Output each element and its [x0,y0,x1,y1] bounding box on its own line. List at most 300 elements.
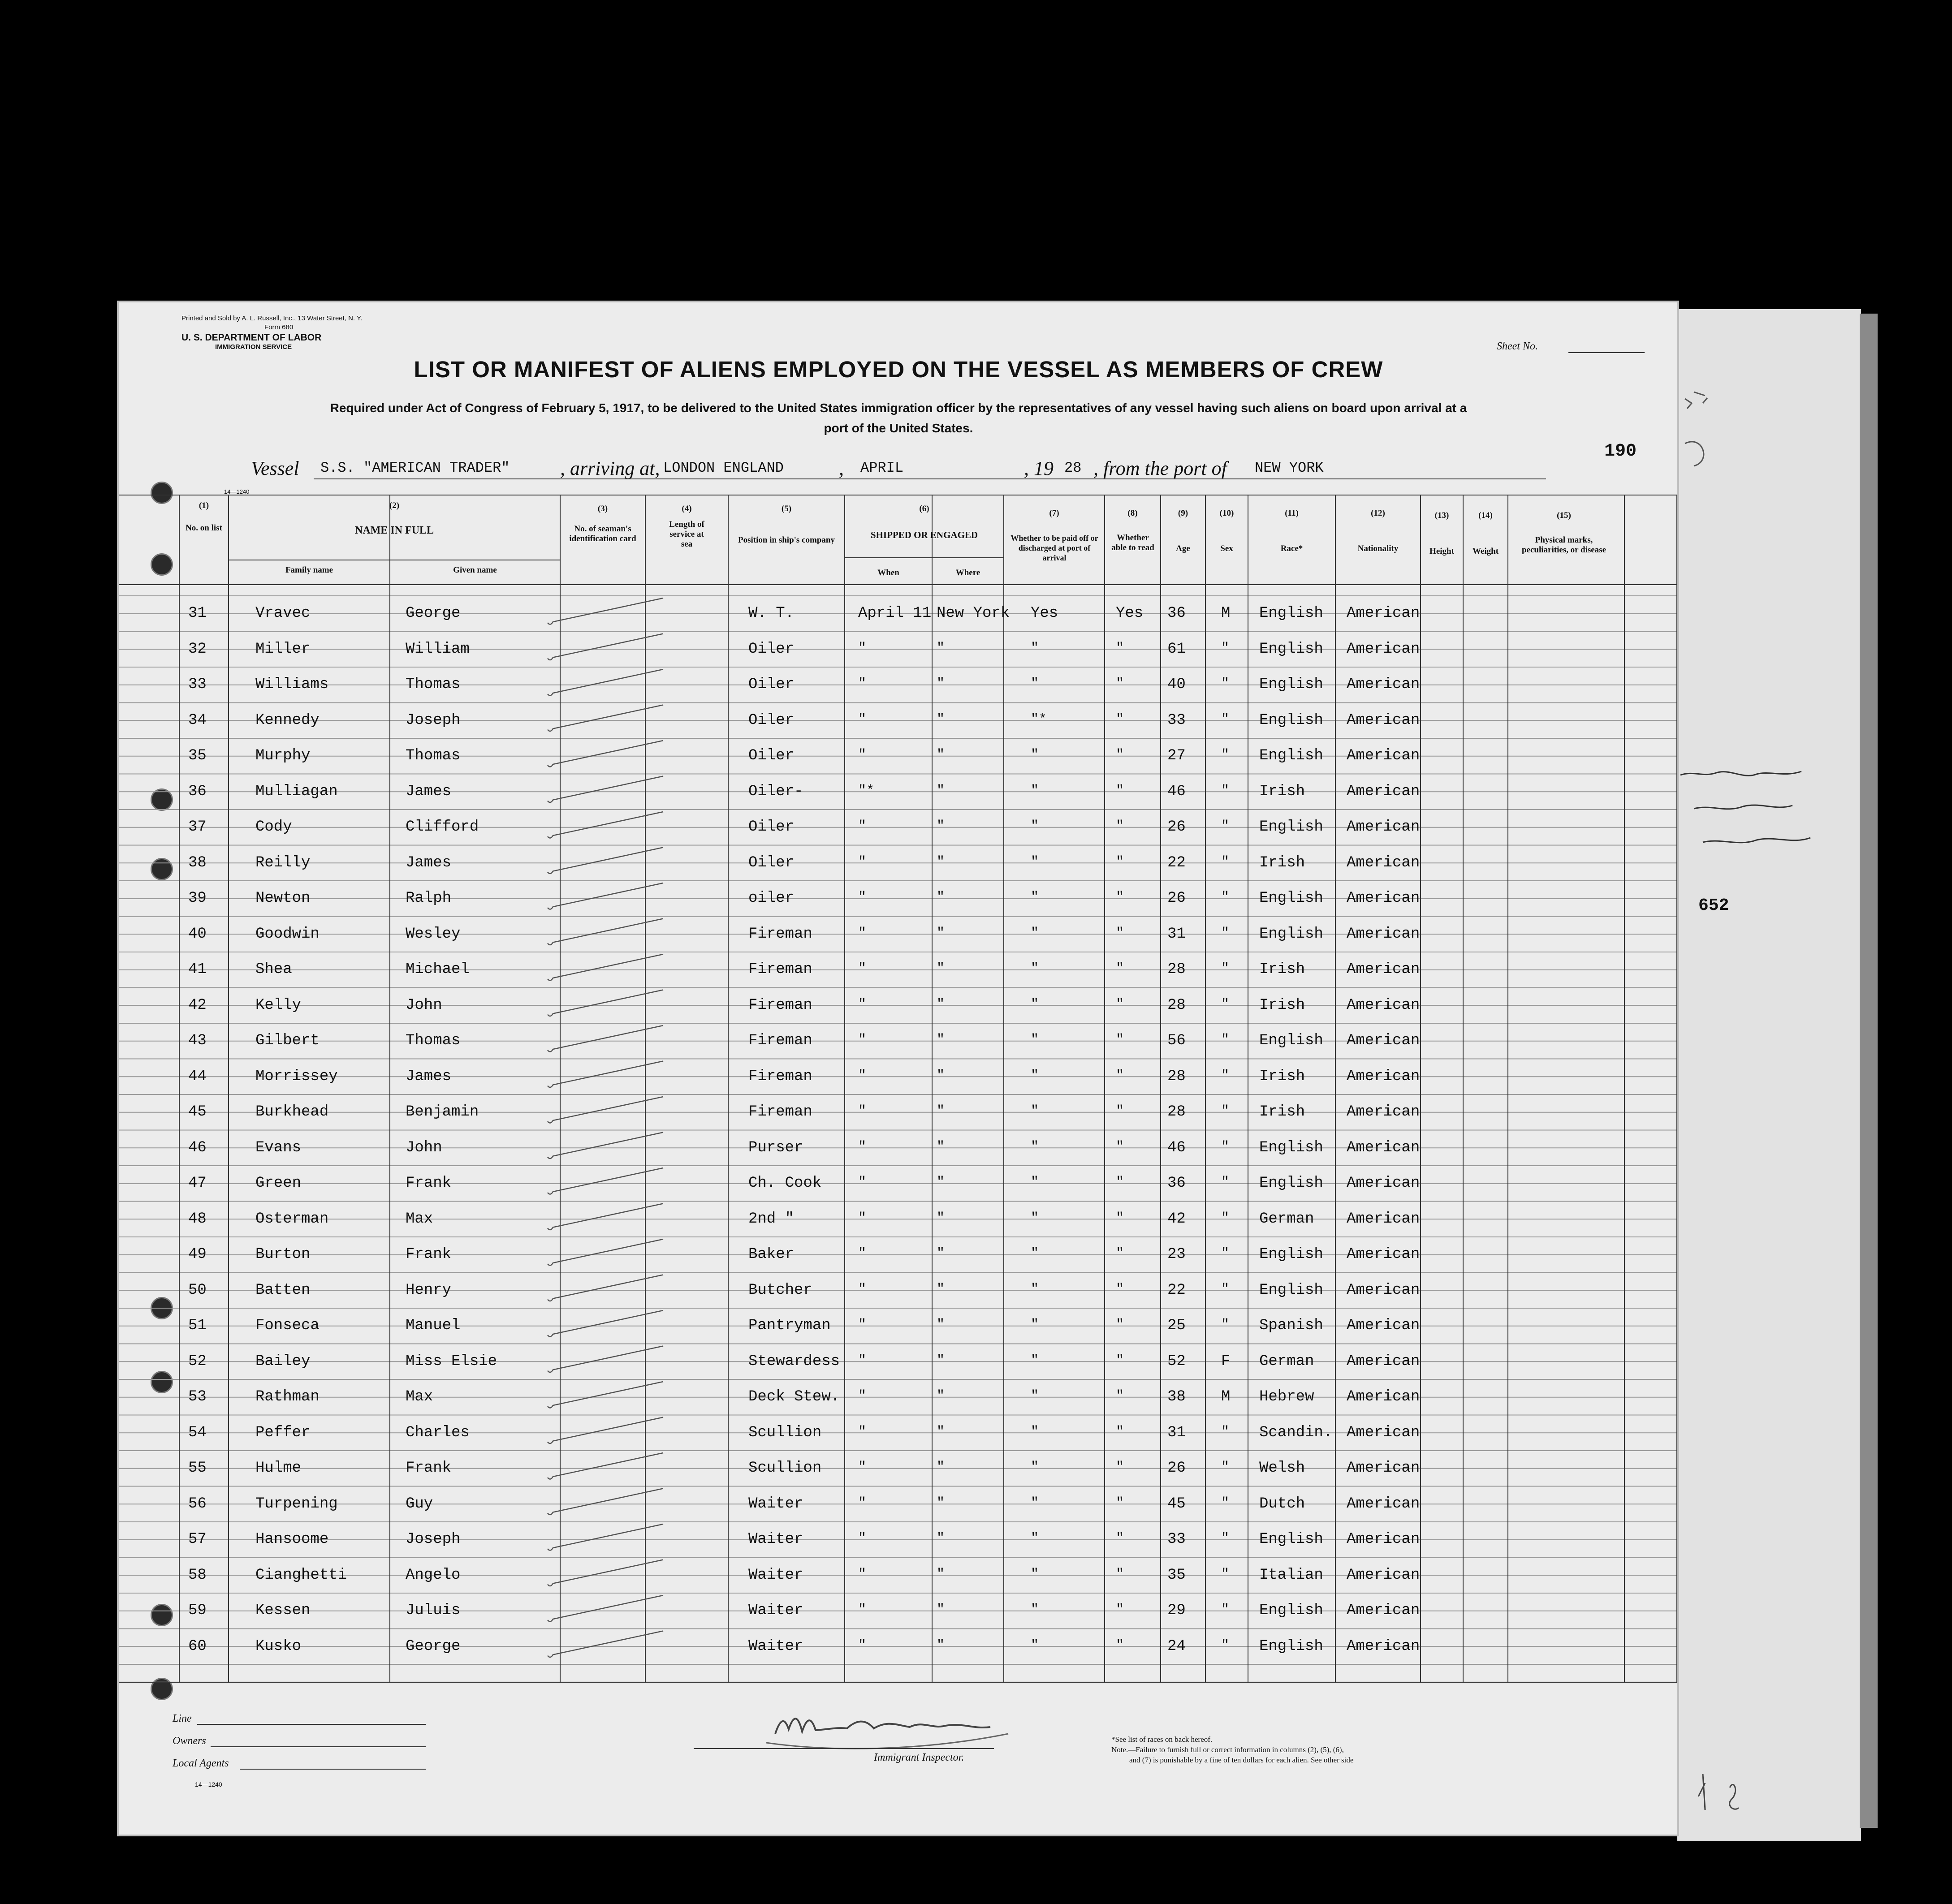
col6-number: (6) [919,504,929,513]
margin-handwriting [1676,390,1855,860]
family-name: Mulliagan [255,783,338,800]
paid-off: " [1031,996,1039,1012]
pencil-check-mark [548,919,663,945]
position: Purser [748,1139,803,1156]
position: Waiter [748,1495,803,1512]
position: Scullion [748,1460,822,1477]
sex: " [1221,925,1230,941]
form-code-bottom: 14—1240 [195,1781,222,1788]
col7-header: Whether to be paid off or discharged at port of arrival [1011,534,1098,562]
position: Oiler [748,676,795,693]
col6-header: SHIPPED OR ENGAGED [870,530,978,540]
shipped-when: " [858,1139,867,1154]
pencil-check-mark [548,1061,663,1088]
given-name: Ralph [406,890,452,907]
able-to-read: " [1116,1531,1124,1546]
age: 36 [1167,605,1186,622]
race: English [1259,747,1323,764]
nationality: American [1347,1602,1420,1619]
paid-off: " [1031,1139,1039,1154]
nationality: American [1347,890,1420,907]
pencil-check-mark [548,1097,663,1123]
paid-off: " [1031,818,1039,834]
sex: " [1221,1495,1230,1511]
col13-header: Height [1429,547,1454,556]
nationality: American [1347,1068,1420,1085]
row-number: 49 [188,1246,207,1263]
position: oiler [748,890,795,907]
nationality: American [1347,640,1420,658]
col6-where-header: Where [955,568,980,577]
row-number: 46 [188,1139,207,1156]
shipped-when: " [858,1246,867,1261]
race: German [1259,1353,1314,1370]
sex: " [1221,1317,1230,1332]
shipped-when: " [858,1637,867,1653]
pencil-check-mark [548,1595,663,1622]
nationality: American [1347,1210,1420,1228]
position: Scullion [748,1424,822,1441]
shipped-where: " [937,1495,945,1511]
paid-off: " [1031,1103,1039,1119]
paid-off: " [1031,1531,1039,1546]
nationality: American [1347,925,1420,943]
row-number: 52 [188,1353,207,1370]
paid-off: " [1031,1637,1039,1653]
family-name: Newton [255,890,311,907]
pencil-check-mark [548,1346,663,1373]
arrival-month: APRIL [860,460,904,476]
line-label: Line [173,1713,192,1724]
row-number: 60 [188,1637,207,1655]
able-to-read: " [1116,1281,1124,1297]
shipped-where: " [937,1317,945,1332]
col2-number: (2) [389,501,400,510]
pencil-check-mark [548,883,663,909]
shipped-where: " [937,1139,945,1154]
family-name: Murphy [255,747,311,764]
pencil-check-mark [548,669,663,696]
row-number: 31 [188,605,207,622]
row-number: 47 [188,1175,207,1192]
col1-header: No. on list [186,523,222,533]
row-number: 59 [188,1602,207,1619]
race: English [1259,1531,1323,1548]
family-name: Kelly [255,996,302,1014]
paid-off: " [1031,1317,1039,1332]
family-name: Burton [255,1246,311,1263]
given-name: Joseph [406,1531,461,1548]
able-to-read: " [1116,1602,1124,1617]
row-number: 45 [188,1103,207,1120]
shipped-where: " [937,1281,945,1297]
family-name: Hulme [255,1460,302,1477]
age: 28 [1167,961,1186,978]
col14-header: Weight [1472,547,1499,556]
local-agents-label: Local Agents [173,1758,229,1769]
shipped-where: " [937,961,945,976]
race: English [1259,1602,1323,1619]
sex: " [1221,783,1230,798]
shipped-when: " [858,996,867,1012]
subtitle-line-2: port of the United States. [824,421,973,435]
paid-off: " [1031,1281,1039,1297]
paid-off: " [1031,961,1039,976]
col4-header: Length of service at sea [669,520,704,549]
shipped-when: "* [858,783,875,798]
able-to-read: " [1116,1317,1124,1332]
local-agents-field [240,1769,426,1770]
pencil-check-mark [548,598,663,625]
shipped-where: " [937,1531,945,1546]
able-to-read: " [1116,1460,1124,1475]
pencil-check-mark [548,812,663,838]
margin-corner-marks [1689,1765,1757,1819]
paid-off: " [1031,1424,1039,1439]
col1-number: (1) [199,501,209,510]
col12-number: (12) [1371,508,1385,518]
sex: " [1221,1246,1230,1261]
given-name: Frank [406,1460,452,1477]
nationality: American [1347,1531,1420,1548]
col10-number: (10) [1219,508,1234,518]
position: Waiter [748,1602,803,1619]
age: 46 [1167,783,1186,800]
shipped-where: " [937,925,945,941]
shipped-when: " [858,890,867,905]
nationality: American [1347,854,1420,871]
given-name: Wesley [406,925,461,943]
departure-port: NEW YORK [1255,460,1324,476]
race: English [1259,1175,1323,1192]
shipped-where: " [937,1246,945,1261]
nationality: American [1347,1032,1420,1049]
able-to-read: " [1116,747,1124,762]
pencil-check-mark [548,1382,663,1408]
sex: M [1221,1388,1231,1405]
paid-off: " [1031,747,1039,762]
position: Fireman [748,925,812,943]
shipped-when: " [858,640,867,656]
age: 28 [1167,996,1186,1014]
shipped-when: " [858,1103,867,1119]
given-name: William [406,640,470,658]
sex: " [1221,854,1230,870]
shipped-when: " [858,1281,867,1297]
age: 27 [1167,747,1186,764]
row-number: 44 [188,1068,207,1085]
family-name: Turpening [255,1495,338,1512]
able-to-read: " [1116,711,1124,727]
family-name: Morrissey [255,1068,338,1085]
shipped-when: " [858,1460,867,1475]
age: 31 [1167,925,1186,943]
shipped-where: " [937,1210,945,1226]
col11-header: Race* [1280,544,1303,553]
position: Fireman [748,1032,812,1049]
nationality: American [1347,783,1420,800]
given-name: Benjamin [406,1103,479,1120]
given-name: Thomas [406,1032,461,1049]
shipped-when: " [858,925,867,941]
shipped-where: New York [937,605,1010,622]
position: Oiler [748,640,795,658]
from-port-label: , from the port of [1093,457,1227,479]
col2-given-header: Given name [453,565,497,575]
family-name: Kusko [255,1637,302,1655]
paid-off: " [1031,1602,1039,1617]
given-name: Manuel [406,1317,461,1334]
shipped-when: " [858,1602,867,1617]
able-to-read: " [1116,676,1124,691]
sex: " [1221,818,1230,834]
row-number: 41 [188,961,207,978]
age: 22 [1167,854,1186,871]
sex: " [1221,1566,1230,1582]
comma-separator: , [839,457,844,479]
age: 24 [1167,1637,1186,1655]
position: Deck Stew. [748,1388,840,1405]
nationality: American [1347,1175,1420,1192]
paid-off: " [1031,1210,1039,1226]
col5-number: (5) [781,504,792,513]
race: Hebrew [1259,1388,1314,1405]
shipped-when: " [858,711,867,727]
shipped-where: " [937,1460,945,1475]
col7-number: (7) [1049,508,1059,518]
race: English [1259,925,1323,943]
department-label: U. S. DEPARTMENT OF LABOR [181,332,322,343]
shipped-where: " [937,1175,945,1190]
nationality: American [1347,1566,1420,1584]
family-name: Gilbert [255,1032,320,1049]
age: 40 [1167,676,1186,693]
given-name: Juluis [406,1602,461,1619]
paid-off: " [1031,1068,1039,1083]
nationality: American [1347,1246,1420,1263]
given-name: John [406,1139,442,1156]
row-number: 57 [188,1531,207,1548]
nationality: American [1347,747,1420,764]
arrival-port: LONDON ENGLAND [663,460,784,476]
pencil-check-mark [548,990,663,1017]
pencil-check-mark [548,848,663,874]
row-number: 48 [188,1210,207,1228]
pencil-check-mark [548,1489,663,1515]
given-name: Henry [406,1281,452,1299]
shipped-where: " [937,1602,945,1617]
shipped-when: " [858,854,867,870]
sex: " [1221,676,1230,691]
nationality: American [1347,1388,1420,1405]
given-name: Michael [406,961,470,978]
nationality: American [1347,996,1420,1014]
given-name: Frank [406,1246,452,1263]
race: Italian [1259,1566,1323,1584]
sex: " [1221,1424,1230,1439]
given-name: James [406,854,452,871]
shipped-when: April 11 [858,605,932,622]
nationality: American [1347,1424,1420,1441]
position: Fireman [748,1103,812,1120]
pencil-check-mark [548,1275,663,1301]
position: Waiter [748,1637,803,1655]
shipped-where: " [937,640,945,656]
sex: " [1221,1460,1230,1475]
race: Irish [1259,1103,1305,1120]
row-number: 40 [188,925,207,943]
age: 33 [1167,1531,1186,1548]
pencil-check-mark [548,1133,663,1159]
shipped-where: " [937,676,945,691]
family-name: Reilly [255,854,311,871]
shipped-when: " [858,1175,867,1190]
given-name: Thomas [406,676,461,693]
shipped-where: " [937,1068,945,1083]
shipped-when: " [858,1531,867,1546]
col8-header: Whether able to read [1111,533,1154,552]
race: English [1259,1032,1323,1049]
family-name: Hansoome [255,1531,329,1548]
race: English [1259,1246,1323,1263]
position: Ch. Cook [748,1175,822,1192]
able-to-read: " [1116,1032,1124,1047]
age: 33 [1167,711,1186,729]
nationality: American [1347,1460,1420,1477]
position: W. T. [748,605,795,622]
col11-number: (11) [1285,508,1299,518]
position: Pantryman [748,1317,831,1334]
nationality: American [1347,1139,1420,1156]
age: 45 [1167,1495,1186,1512]
sex: " [1221,1602,1230,1617]
race: English [1259,676,1323,693]
pencil-check-mark [548,1168,663,1194]
race: Irish [1259,1068,1305,1085]
sex: M [1221,605,1231,622]
shipped-when: " [858,1424,867,1439]
service-label: IMMIGRATION SERVICE [215,343,292,351]
paid-off: " [1031,676,1039,691]
family-name: Kessen [255,1602,311,1619]
able-to-read: " [1116,854,1124,870]
given-name: Angelo [406,1566,461,1584]
able-to-read: " [1116,890,1124,905]
row-number: 34 [188,711,207,729]
sex: " [1221,1139,1230,1154]
row-number: 38 [188,854,207,871]
col4-number: (4) [682,504,692,513]
pencil-check-mark [548,1453,663,1479]
shipped-where: " [937,890,945,905]
row-number: 37 [188,818,207,836]
nationality: American [1347,1637,1420,1655]
races-note: *See list of races on back hereof. [1111,1735,1213,1744]
sex: " [1221,1637,1230,1653]
position: Stewardess [748,1353,840,1370]
able-to-read: " [1116,1068,1124,1083]
position: Fireman [748,961,812,978]
race: English [1259,1139,1323,1156]
race: Dutch [1259,1495,1305,1512]
shipped-where: " [937,1424,945,1439]
paid-off: " [1031,890,1039,905]
printer-line: Printed and Sold by A. L. Russell, Inc., 13 Water Street, N. Y. [181,314,363,322]
race: Irish [1259,783,1305,800]
able-to-read: " [1116,1353,1124,1368]
shipped-where: " [937,818,945,834]
margin-number: 652 [1698,896,1729,915]
age: 23 [1167,1246,1186,1263]
family-name: Kennedy [255,711,320,729]
able-to-read: " [1116,783,1124,798]
pencil-check-mark [548,741,663,767]
age: 36 [1167,1175,1186,1192]
sex: " [1221,1210,1230,1226]
age: 29 [1167,1602,1186,1619]
given-name: Max [406,1210,433,1228]
paid-off: " [1031,1388,1039,1404]
position: Waiter [748,1531,803,1548]
sex: " [1221,747,1230,762]
penalty-note-2: and (7) is punishable by a fine of ten dollars for each alien. See other side [1129,1756,1354,1764]
paid-off: " [1031,1246,1039,1261]
shipped-where: " [937,1566,945,1582]
col6-when-header: When [877,568,899,577]
position: 2nd " [748,1210,795,1228]
age: 25 [1167,1317,1186,1334]
able-to-read: " [1116,1495,1124,1511]
position: Oiler [748,711,795,729]
able-to-read: " [1116,925,1124,941]
form-number: Form 680 [264,323,294,331]
family-name: Vravec [255,605,311,622]
inspector-line [694,1748,994,1749]
able-to-read: " [1116,1637,1124,1653]
row-number: 56 [188,1495,207,1512]
arriving-label: , arriving at, [560,457,660,479]
col13-number: (13) [1434,511,1449,520]
row-number: 54 [188,1424,207,1441]
col8-number: (8) [1127,508,1138,518]
shipped-where: " [937,1353,945,1368]
sex: " [1221,640,1230,656]
race: Spanish [1259,1317,1323,1334]
paid-off: Yes [1031,605,1058,622]
sex: " [1221,890,1230,905]
family-name: Shea [255,961,292,978]
race: Irish [1259,854,1305,871]
col15-number: (15) [1557,511,1571,520]
family-name: Williams [255,676,329,693]
nationality: American [1347,1103,1420,1120]
shipped-where: " [937,783,945,798]
paid-off: " [1031,783,1039,798]
shipped-when: " [858,961,867,976]
nationality: American [1347,676,1420,693]
given-name: James [406,1068,452,1085]
pencil-check-mark [548,1560,663,1586]
age: 46 [1167,1139,1186,1156]
col9-number: (9) [1178,508,1188,518]
able-to-read: " [1116,818,1124,834]
position: Butcher [748,1281,812,1299]
shipped-when: " [858,1068,867,1083]
race: English [1259,818,1323,836]
paid-off: " [1031,925,1039,941]
shipped-when: " [858,1210,867,1226]
pencil-check-mark [548,954,663,981]
